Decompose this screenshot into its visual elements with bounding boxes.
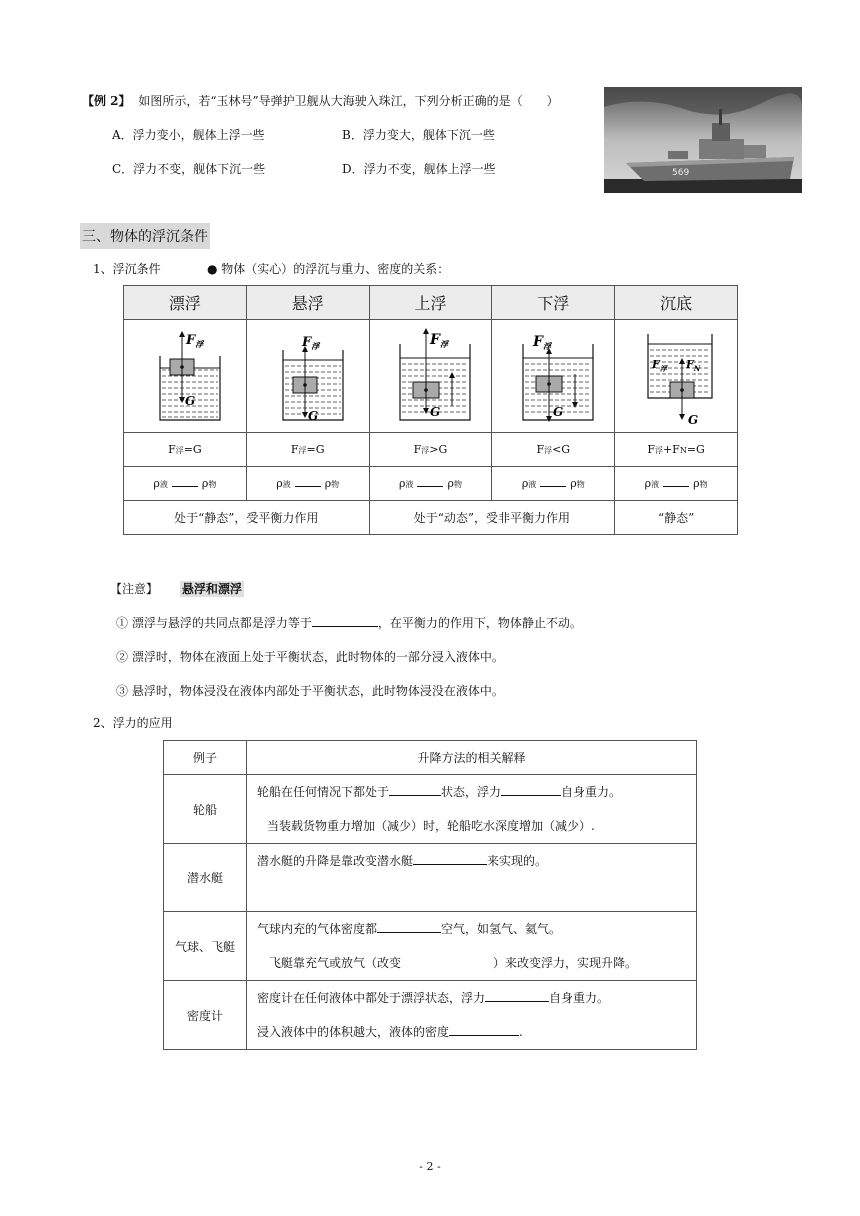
diagram-bottom (615, 320, 738, 433)
row-ship-explanation: 轮船在任何情况下都处于 状态，浮力 自身重力。 当装载货物重力增加（减少）时，轮船吃水深度增加（减少）. (247, 775, 697, 844)
row-balloon-key: 气球、飞艇 (164, 912, 247, 981)
header-sinking: 下浮 (492, 286, 615, 320)
svg-text:F浮: $F_浮$ (652, 357, 667, 373)
force-relation-rising: F浮>G (369, 433, 492, 467)
header-suspended: 悬浮 (246, 286, 369, 320)
svg-text:G: G (307, 408, 318, 423)
state-static: 处于“静态”，受平衡力作用 (124, 501, 370, 535)
note-tag: 【注意】 (110, 582, 159, 596)
header-floating: 漂浮 (124, 286, 247, 320)
svg-text:G: G (553, 404, 564, 419)
note-item-1: ① 漂浮与悬浮的共同点都是浮力等于 ，在平衡力的作用下，物体静止不动。 (116, 616, 582, 630)
state-bottom: “静态” (615, 501, 738, 535)
svg-text:FN: $F_N$ (686, 357, 701, 373)
diagram-rising (369, 320, 492, 433)
svg-text:G: G (688, 412, 699, 427)
diagram-sinking (492, 320, 615, 433)
buoyancy-applications-table (163, 740, 697, 1050)
diagram-floating (124, 320, 247, 433)
svg-text:G: G (430, 404, 441, 419)
header-bottom: 沉底 (615, 286, 738, 320)
force-relation-sinking: F浮<G (492, 433, 615, 467)
svg-text:F浮: $F_浮$ (533, 333, 552, 351)
state-dynamic: 处于“动态”，受非平衡力作用 (369, 501, 615, 535)
row-hydrometer-explanation: 密度计在任何液体中都处于漂浮状态，浮力 自身重力。 浸入液体中的体积越大，液体的密度 . (247, 981, 697, 1050)
force-relation-floating: F浮=G (124, 433, 247, 467)
note-item-3: ③ 悬浮时，物体浸没在液体内部处于平衡状态，此时物体浸没在液体中。 (116, 684, 504, 698)
col-header-explanation: 升降方法的相关解释 (247, 741, 697, 775)
option-b: B．浮力变大，舰体下沉一些 (342, 128, 495, 142)
density-relation-suspended: ρ液 ρ物 (246, 467, 369, 501)
density-relation-floating: ρ液 ρ物 (124, 467, 247, 501)
density-relation-bottom: ρ液 ρ物 (615, 467, 738, 501)
note-title: 悬浮和漂浮 (181, 582, 242, 596)
sub-heading-2: 2、浮力的应用 (93, 716, 173, 730)
page-number: - 2 - (419, 1160, 441, 1173)
sub-heading-1: 1、浮沉条件 (93, 262, 161, 276)
row-submarine-key: 潜水艇 (164, 844, 247, 912)
svg-text:F浮: $F_浮$ (185, 332, 204, 349)
row-submarine-explanation: 潜水艇的升降是靠改变潜水艇 来实现的。 (247, 844, 697, 912)
example-tag: 【例 2】 (82, 94, 131, 108)
ship-number: 569 (672, 168, 690, 178)
density-relation-sinking: ρ液 ρ物 (492, 467, 615, 501)
row-ship-key: 轮船 (164, 775, 247, 844)
force-relation-bottom: F浮+FN=G (615, 433, 738, 467)
diagram-suspended (246, 320, 369, 433)
section-heading: 三、物体的浮沉条件 (80, 223, 210, 249)
svg-text:F浮: $F_浮$ (430, 331, 449, 349)
row-hydrometer-key: 密度计 (164, 981, 247, 1050)
sub-heading-1-note: ● 物体（实心）的浮沉与重力、密度的关系： (207, 262, 450, 276)
example-question: 如图所示，若“玉林号”导弹护卫舰从大海驶入珠江，下列分析正确的是（ ） (138, 94, 559, 108)
option-d: D．浮力不变，舰体上浮一些 (342, 162, 496, 176)
option-c: C．浮力不变，舰体下沉一些 (112, 162, 266, 176)
col-header-example: 例子 (164, 741, 247, 775)
force-relation-suspended: F浮=G (246, 433, 369, 467)
option-a: A．浮力变小，舰体上浮一些 (112, 128, 265, 142)
float-conditions-table (123, 285, 738, 535)
row-balloon-explanation: 气球内充的气体密度都 空气，如氢气、氦气。 飞艇靠充气或放气（改变 ）来改变浮力，实现升降。 (247, 912, 697, 981)
note-item-2: ② 漂浮时，物体在液面上处于平衡状态，此时物体的一部分浸入液体中。 (116, 650, 504, 664)
svg-text:F浮: $F_浮$ (301, 334, 319, 351)
warship-photo (604, 87, 802, 193)
density-relation-rising: ρ液 ρ物 (369, 467, 492, 501)
svg-text:G: G (184, 393, 196, 408)
header-rising: 上浮 (369, 286, 492, 320)
